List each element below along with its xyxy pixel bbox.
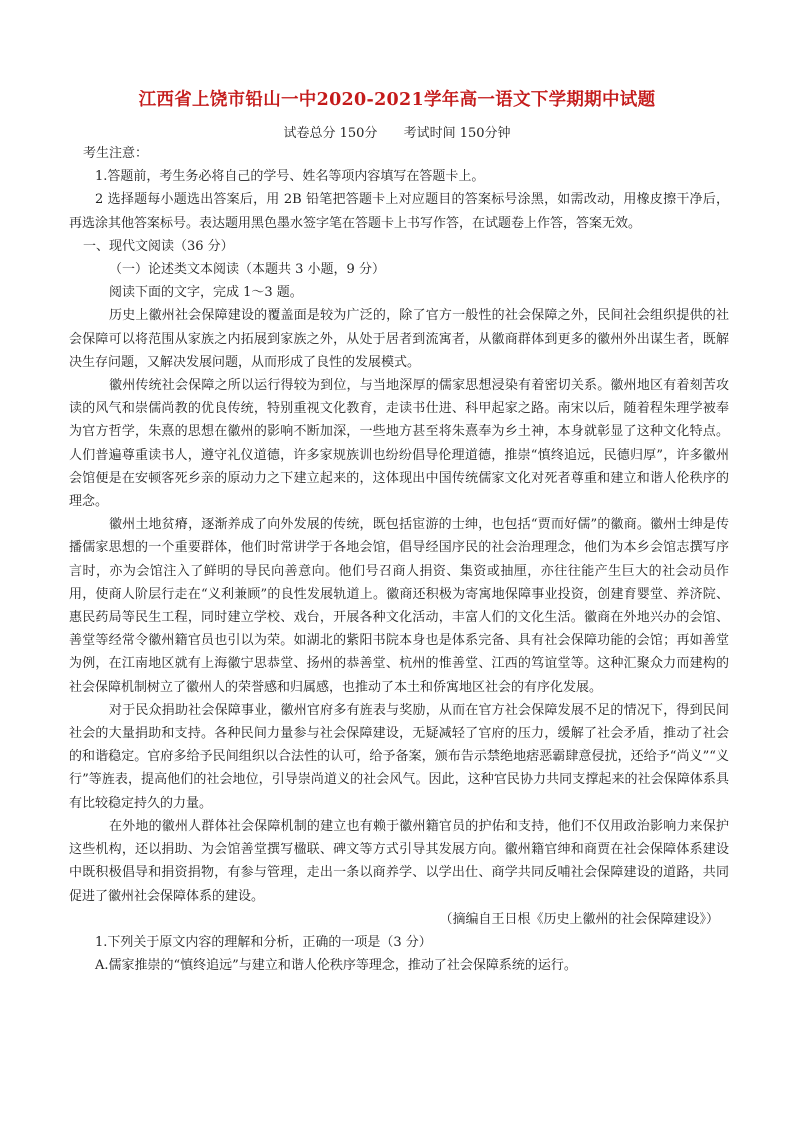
section-sub-heading: （一）论述类文本阅读（本题共 3 小题，9 分） xyxy=(109,262,385,278)
notice-item-1: 1.答题前，考生务必将自己的学号、姓名等项内容填写在答题卡上。 xyxy=(95,169,485,185)
question-1-option-a: A.儒家推崇的“慎终追远”与建立和谐人伦秩序等理念，推动了社会保障系统的运行。 xyxy=(95,958,577,974)
exam-title: 江西省上饶市铅山一中2020-2021学年高一语文下学期期中试题 xyxy=(138,90,656,110)
passage-paragraph-1: 历史上徽州社会保障建设的覆盖面是较为广泛的，除了官方一般性的社会保障之外，民间社会组织提供的社会保障可以将范围从家族之内拓展到家族之外，从处于居者到流寓者，从徽商群体到更多的徽州外出谋生者，既解决生存问题，又解决发展问题，从而形成了良性的发展模式。 xyxy=(69,308,729,370)
reading-instruction: 阅读下面的文字，完成 1～3 题。 xyxy=(109,285,303,301)
question-1-stem: 1.下列关于原文内容的理解和分析，正确的一项是（3 分） xyxy=(95,934,432,950)
exam-time: 考试时间 150分钟 xyxy=(403,126,511,141)
exam-body xyxy=(69,142,729,977)
passage-source: （摘编自王日根《历史上徽州的社会保障建设》） xyxy=(439,911,719,927)
passage-paragraph-5: 在外地的徽州人群体社会保障机制的建立也有赖于徽州籍官员的护佑和支持，他们不仅用政治影响力来保护这些机构，还以捐助、为会馆善堂撰写楹联、碑文等方式引导其发展方向。徽州籍官绅和商贾在社会保障体系建设中既积极倡导和捐资捐物，有参与管理，走出一条以商养学、以学出仕、商学共同反哺社会保障建设的道路，共同促进了徽州社会保障体系的建设。 xyxy=(69,818,729,904)
section-heading: 一、现代文阅读（36 分） xyxy=(83,238,234,254)
exam-info xyxy=(0,122,794,141)
notice-item-2: 2 选择题每小题选出答案后，用 2B 铅笔把答题卡上对应题目的答案标号涂黑，如需改动，用橡皮擦干净后，再选涂其他答案标号。表达题用黑色墨水签字笔在答题卡上书写作答，在试题卷上作答，答案无效。 xyxy=(69,192,729,231)
passage-paragraph-3: 徽州土地贫瘠，逐渐养成了向外发展的传统，既包括宦游的士绅，也包括“贾而好儒”的徽商。徽州士绅是传播儒家思想的一个重要群体，他们时常讲学于各地会馆，倡导经国序民的社会治理理念，他们为本乡会馆志撰写序言时，亦为会馆注入了鲜明的导民向善意向。他们号召商人捐资、集资或抽厘，亦往往能产生巨大的社会动员作用，使商人阶层行走在“义利兼顾”的良性发展轨道上。徽商还积极为寄寓地保障事业投资，创建育婴堂、养济院、惠民药局等民生工程，同时建立学校、戏台，开展各种文化活动，丰富人们的文化生活。徽商在外地兴办的会馆、善堂等经常令徽州籍官员也引以为荣。如湖北的紫阳书院本身也是体系完备、具有社会保障功能的会馆；再如善堂为例，在江南地区就有上海徽宁思恭堂、扬州的恭善堂、杭州的惟善堂、江西的笃谊堂等。这种汇聚众力而建构的社会保障机制树立了徽州人的荣誉感和归属感，也推动了本土和侨寓地区社会的有序化发展。 xyxy=(69,517,729,695)
passage-paragraph-2: 徽州传统社会保障之所以运行得较为到位，与当地深厚的儒家思想浸染有着密切关系。徽州地区有着刻苦攻读的风气和崇儒尚教的优良传统，特别重视文化教育，走读书仕进、科甲起家之路。南宋以后，随着程朱理学被奉为官方哲学，朱熹的思想在徽州的影响不断加深，一些地方甚至将朱熹奉为乡土神，本身就彰显了这种文化特点。人们普遍尊重读书人，遵守礼仪道德，许多家规族训也纷纷倡导伦理道德，推崇“慎终追远，民德归厚”，许多徽州会馆便是在安顿客死乡亲的原动力之下建立起来的，这体现出中国传统儒家文化对死者尊重和建立和谐人伦秩序的理念。 xyxy=(69,378,729,510)
total-score: 试卷总分 150分 xyxy=(283,126,378,141)
passage-paragraph-4: 对于民众捐助社会保障事业，徽州官府多有旌表与奖励，从而在官方社会保障发展不足的情况下，得到民间社会的大量捐助和支持。各种民间力量参与社会保障建设，无疑减轻了官府的压力，缓解了社会矛盾，推动了社会的和谐稳定。官府多给予民间组织以合法性的认可，给予备案，颁布告示禁绝地痞恶霸肆意侵扰，还给予“尚义”“义行”等旌表，提高他们的社会地位，引导崇尚道义的社会风气。因此，这种官民协力共同支撑起来的社会保障体系具有比较稳定持久的力量。 xyxy=(69,702,729,811)
notice-heading: 考生注意： xyxy=(83,146,149,161)
